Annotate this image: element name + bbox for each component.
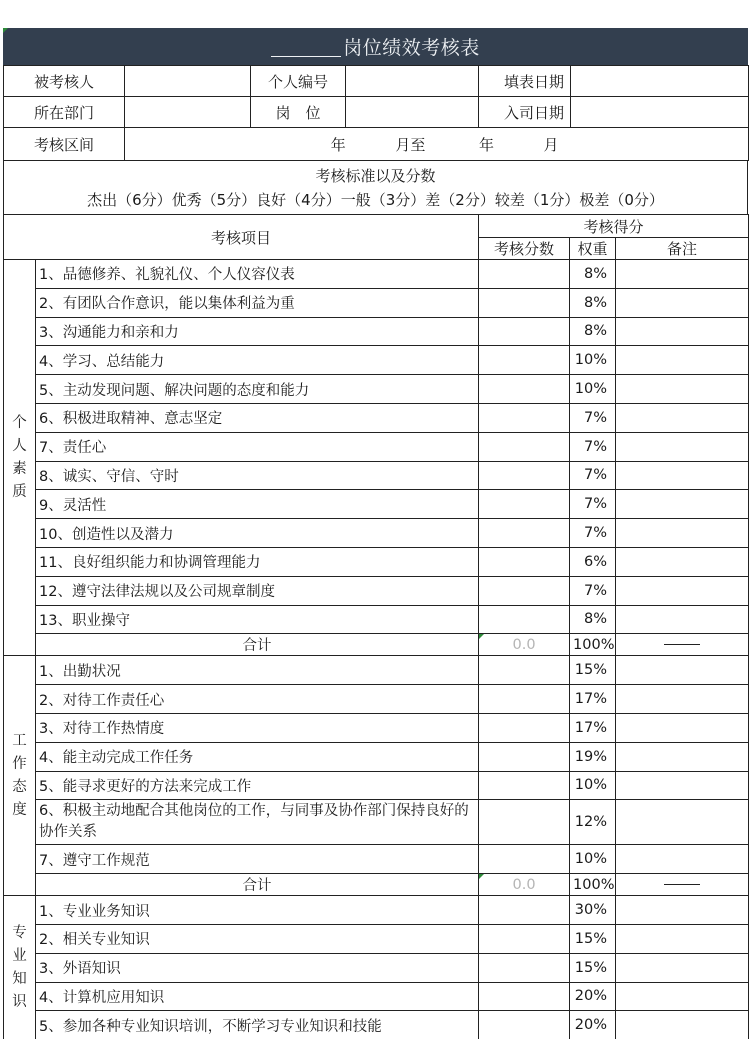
info-row-3	[4, 128, 749, 161]
note-input[interactable]	[616, 924, 749, 953]
score-input[interactable]	[479, 605, 570, 634]
table-row	[4, 1011, 749, 1039]
item-name: 1、专业业务知识	[36, 896, 479, 925]
table-row	[4, 375, 749, 404]
table-row	[4, 547, 749, 576]
note-input[interactable]	[616, 953, 749, 982]
weight-value: 15%	[570, 953, 616, 982]
note-input[interactable]	[616, 896, 749, 925]
table-row	[4, 576, 749, 605]
total-label: 合计	[36, 634, 479, 656]
weight-value: 10%	[570, 845, 616, 874]
note-input[interactable]	[616, 288, 749, 317]
header-row-1	[4, 215, 749, 238]
appraisal-table	[3, 214, 749, 1039]
score-input[interactable]	[479, 742, 570, 771]
score-input[interactable]	[479, 288, 570, 317]
item-name: 6、积极进取精神、意志坚定	[36, 403, 479, 432]
weight-value: 7%	[570, 461, 616, 490]
table-row	[4, 982, 749, 1011]
label-fill-date: 填表日期	[479, 66, 571, 97]
total-weight: 100%	[570, 634, 616, 656]
label-appraisee: 被考核人	[4, 66, 125, 97]
table-row	[4, 742, 749, 771]
note-input[interactable]	[616, 432, 749, 461]
period-month-start: 月至	[395, 135, 426, 154]
score-input[interactable]	[479, 800, 570, 845]
table-row	[4, 685, 749, 714]
item-name: 12、遵守法律法规以及公司规章制度	[36, 576, 479, 605]
item-name: 5、能寻求更好的方法来完成工作	[36, 771, 479, 800]
score-input[interactable]	[479, 260, 570, 289]
weight-value: 7%	[570, 576, 616, 605]
table-row	[4, 260, 749, 289]
employee-id-input[interactable]	[346, 66, 479, 97]
header-score-group: 考核得分	[479, 215, 749, 238]
score-input[interactable]	[479, 547, 570, 576]
total-note	[616, 634, 749, 656]
weight-value: 20%	[570, 1011, 616, 1039]
weight-value: 20%	[570, 982, 616, 1011]
note-input[interactable]	[616, 656, 749, 685]
standard-cell	[4, 161, 748, 215]
table-row	[4, 771, 749, 800]
total-label: 合计	[36, 874, 479, 896]
note-input[interactable]	[616, 490, 749, 519]
table-row	[4, 346, 749, 375]
item-name: 8、诚实、守信、守时	[36, 461, 479, 490]
standard-row	[4, 161, 748, 215]
score-input[interactable]	[479, 519, 570, 548]
weight-value: 8%	[570, 317, 616, 346]
info-row-1	[4, 66, 749, 97]
fill-date-input[interactable]	[571, 66, 749, 97]
item-name: 7、责任心	[36, 432, 479, 461]
weight-value: 15%	[570, 924, 616, 953]
item-name: 4、学习、总结能力	[36, 346, 479, 375]
item-name: 11、良好组织能力和协调管理能力	[36, 547, 479, 576]
note-input[interactable]	[616, 260, 749, 289]
item-name: 5、主动发现问题、解决问题的态度和能力	[36, 375, 479, 404]
table-row	[4, 845, 749, 874]
item-name: 4、能主动完成工作任务	[36, 742, 479, 771]
header-item: 考核项目	[4, 215, 479, 260]
dash-mark	[664, 884, 700, 885]
table-row	[4, 713, 749, 742]
note-input[interactable]	[616, 845, 749, 874]
note-input[interactable]	[616, 403, 749, 432]
item-name: 2、相关专业知识	[36, 924, 479, 953]
weight-value: 17%	[570, 685, 616, 714]
score-input[interactable]	[479, 845, 570, 874]
title-text: 岗位绩效考核表	[343, 37, 480, 59]
score-input[interactable]	[479, 771, 570, 800]
join-date-input[interactable]	[571, 97, 749, 128]
note-input[interactable]	[616, 317, 749, 346]
sheet-title	[3, 28, 748, 65]
item-name: 3、对待工作热情度	[36, 713, 479, 742]
standard-scale: 杰出（6分）优秀（5分）良好（4分）一般（3分）差（2分）较差（1分）极差（0分）	[87, 191, 664, 209]
score-input[interactable]	[479, 432, 570, 461]
score-input[interactable]	[479, 490, 570, 519]
title-blank-field[interactable]	[271, 36, 341, 57]
note-input[interactable]	[616, 982, 749, 1011]
table-row	[4, 605, 749, 634]
standard-table	[3, 160, 748, 215]
note-input[interactable]	[616, 742, 749, 771]
table-row	[4, 656, 749, 685]
section-label-attitude: 工 作 态 度	[4, 656, 36, 896]
table-row	[4, 490, 749, 519]
note-input[interactable]	[616, 685, 749, 714]
performance-appraisal-sheet	[3, 28, 748, 1039]
score-input[interactable]	[479, 346, 570, 375]
period-month-end: 月	[543, 135, 559, 154]
score-input[interactable]	[479, 461, 570, 490]
header-score: 考核分数	[479, 238, 570, 260]
weight-value: 7%	[570, 519, 616, 548]
note-input[interactable]	[616, 547, 749, 576]
note-input[interactable]	[616, 576, 749, 605]
item-name: 4、计算机应用知识	[36, 982, 479, 1011]
label-department: 所在部门	[4, 97, 125, 128]
item-name: 1、出勤状况	[36, 656, 479, 685]
table-row	[4, 800, 749, 845]
header-weight: 权重	[570, 238, 616, 260]
score-input[interactable]	[479, 1011, 570, 1039]
label-period: 考核区间	[4, 128, 125, 161]
department-input[interactable]	[125, 97, 251, 128]
weight-value: 8%	[570, 605, 616, 634]
table-row	[4, 924, 749, 953]
label-position: 岗 位	[251, 97, 346, 128]
note-input[interactable]	[616, 771, 749, 800]
score-input[interactable]	[479, 656, 570, 685]
score-input[interactable]	[479, 576, 570, 605]
period-input[interactable]	[125, 128, 749, 161]
weight-value: 12%	[570, 800, 616, 845]
table-row	[4, 953, 749, 982]
weight-value: 30%	[570, 896, 616, 925]
weight-value: 7%	[570, 403, 616, 432]
item-name: 1、品德修养、礼貌礼仪、个人仪容仪表	[36, 260, 479, 289]
weight-value: 7%	[570, 490, 616, 519]
note-input[interactable]	[616, 461, 749, 490]
item-name: 6、积极主动地配合其他岗位的工作，与同事及协作部门保持良好的协作关系	[36, 800, 479, 845]
note-input[interactable]	[616, 605, 749, 634]
total-weight: 100%	[570, 874, 616, 896]
table-row	[4, 896, 749, 925]
score-input[interactable]	[479, 375, 570, 404]
table-row	[4, 432, 749, 461]
item-name: 3、外语知识	[36, 953, 479, 982]
weight-value: 6%	[570, 547, 616, 576]
position-input[interactable]	[346, 97, 479, 128]
dash-mark	[664, 644, 700, 645]
total-row-personal	[4, 634, 749, 656]
weight-value: 7%	[570, 432, 616, 461]
formula-warning-icon	[479, 874, 484, 879]
note-input[interactable]	[616, 800, 749, 845]
standard-heading: 考核标准以及分数	[315, 167, 436, 185]
item-name: 2、对待工作责任心	[36, 685, 479, 714]
table-row	[4, 403, 749, 432]
item-name: 7、遵守工作规范	[36, 845, 479, 874]
label-join-date: 入司日期	[479, 97, 571, 128]
score-input[interactable]	[479, 982, 570, 1011]
note-input[interactable]	[616, 346, 749, 375]
total-note	[616, 874, 749, 896]
section-label-knowledge: 专 业 知 识	[4, 896, 36, 1039]
score-input[interactable]	[479, 953, 570, 982]
score-input[interactable]	[479, 896, 570, 925]
info-row-2	[4, 97, 749, 128]
total-score[interactable]: 0.0	[479, 874, 570, 896]
weight-value: 8%	[570, 260, 616, 289]
score-input[interactable]	[479, 317, 570, 346]
weight-value: 8%	[570, 288, 616, 317]
score-input[interactable]	[479, 685, 570, 714]
item-name: 5、参加各种专业知识培训，不断学习专业知识和技能	[36, 1011, 479, 1039]
total-row-attitude	[4, 874, 749, 896]
period-year-end: 年	[478, 135, 494, 154]
total-score[interactable]: 0.0	[479, 634, 570, 656]
note-input[interactable]	[616, 375, 749, 404]
item-name: 3、沟通能力和亲和力	[36, 317, 479, 346]
formula-warning-icon	[479, 634, 484, 639]
table-row	[4, 519, 749, 548]
table-row	[4, 317, 749, 346]
item-name: 13、职业操守	[36, 605, 479, 634]
period-year-start: 年	[330, 135, 346, 154]
header-note: 备注	[616, 238, 749, 260]
note-input[interactable]	[616, 1011, 749, 1039]
weight-value: 15%	[570, 656, 616, 685]
weight-value: 10%	[570, 375, 616, 404]
score-input[interactable]	[479, 713, 570, 742]
weight-value: 10%	[570, 346, 616, 375]
note-input[interactable]	[616, 519, 749, 548]
appraisee-input[interactable]	[125, 66, 251, 97]
weight-value: 10%	[570, 771, 616, 800]
item-name: 10、创造性以及潜力	[36, 519, 479, 548]
cell-indicator-icon	[3, 28, 8, 33]
weight-value: 17%	[570, 713, 616, 742]
section-label-personal: 个 人 素 质	[4, 260, 36, 656]
table-row	[4, 288, 749, 317]
table-row	[4, 461, 749, 490]
weight-value: 19%	[570, 742, 616, 771]
note-input[interactable]	[616, 713, 749, 742]
label-employee-id: 个人编号	[251, 66, 346, 97]
score-input[interactable]	[479, 924, 570, 953]
item-name: 9、灵活性	[36, 490, 479, 519]
score-input[interactable]	[479, 403, 570, 432]
info-table	[3, 65, 749, 161]
item-name: 2、有团队合作意识，能以集体利益为重	[36, 288, 479, 317]
